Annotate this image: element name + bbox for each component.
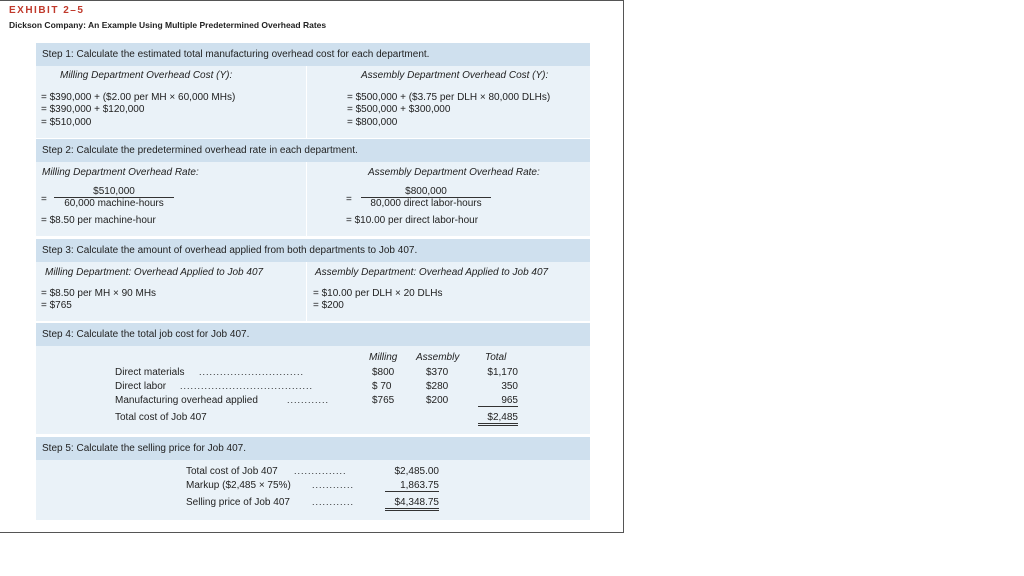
- right-rule: [623, 0, 624, 533]
- step4-row3-assembly: $200: [426, 395, 449, 406]
- step3-assembly-line2: = $200: [313, 300, 344, 311]
- step3-milling-line2: = $765: [41, 300, 72, 311]
- step1-milling-line2: = $390,000 + $120,000: [41, 104, 145, 115]
- step1-milling-line1: = $390,000 + ($2.00 per MH × 60,000 MHs): [41, 92, 236, 103]
- step5-row3-label: Selling price of Job 407: [186, 497, 290, 508]
- step5-title: Step 5: Calculate the selling price for Job 407.: [36, 437, 590, 460]
- step5-panel: [36, 460, 590, 520]
- step4-row3-total: 965: [478, 395, 518, 407]
- step5-row3-dots: ............: [312, 497, 355, 507]
- step4-title: Step 4: Calculate the total job cost for Job 407.: [36, 323, 590, 346]
- step1-milling-label: Milling Department Overhead Cost (Y):: [60, 70, 233, 81]
- step4-row3-label: Manufacturing overhead applied: [115, 395, 258, 406]
- step4-row2-total: 350: [501, 381, 518, 392]
- step1-assembly-line2: = $500,000 + $300,000: [347, 104, 451, 115]
- step5-row1-value: $2,485.00: [394, 466, 439, 477]
- step4-row2-assembly: $280: [426, 381, 449, 392]
- top-rule: [0, 0, 624, 1]
- step2-divider: [306, 162, 307, 236]
- step3-milling-label: Milling Department: Overhead Applied to Job 407: [45, 267, 264, 278]
- step2-milling-fraction: [54, 186, 174, 209]
- step1-divider: [306, 66, 307, 138]
- exhibit-title: Dickson Company: An Example Using Multiple Predetermined Overhead Rates: [9, 20, 327, 30]
- step4-row3-dots: ............: [287, 395, 330, 405]
- step3-assembly-label: Assembly Department: Overhead Applied to Job 407: [315, 267, 549, 278]
- step2-panel: [36, 162, 590, 236]
- step2-assembly-equals: =: [346, 194, 352, 205]
- step4-row2-label: Direct labor: [115, 381, 167, 392]
- step5-row2-label: Markup ($2,485 × 75%): [186, 480, 291, 491]
- step4-header-total: Total: [485, 352, 507, 363]
- step1-assembly-label: Assembly Department Overhead Cost (Y):: [361, 70, 549, 81]
- step1-assembly-line3: = $800,000: [347, 117, 398, 128]
- step2-assembly-fraction: [361, 186, 491, 209]
- step2-milling-result: = $8.50 per machine-hour: [41, 215, 156, 226]
- step4-row1-milling: $800: [372, 367, 395, 378]
- step3-title: Step 3: Calculate the amount of overhead applied from both departments to Job 407.: [36, 239, 590, 262]
- step2-milling-label: Milling Department Overhead Rate:: [42, 167, 199, 178]
- step2-assembly-label: Assembly Department Overhead Rate:: [368, 167, 540, 178]
- step4-row1-label: Direct materials: [115, 367, 185, 378]
- step4-row2-milling: $ 70: [372, 381, 392, 392]
- step4-row2-dots: ......................................: [180, 381, 314, 391]
- step4-total-value: $2,485: [478, 412, 518, 426]
- step4-row1-dots: ..............................: [199, 367, 305, 377]
- step3-divider: [306, 262, 307, 321]
- step2-assembly-denominator: 80,000 direct labor-hours: [370, 198, 482, 209]
- step4-header-milling: Milling: [369, 352, 398, 363]
- step1-assembly-line1: = $500,000 + ($3.75 per DLH × 80,000 DLHs): [347, 92, 551, 103]
- step2-title: Step 2: Calculate the predetermined overhead rate in each department.: [36, 139, 590, 162]
- step4-row3-milling: $765: [372, 395, 395, 406]
- step5-row2-value: 1,863.75: [385, 480, 439, 492]
- step2-assembly-result: = $10.00 per direct labor-hour: [346, 215, 479, 226]
- step2-milling-denominator: 60,000 machine-hours: [64, 198, 164, 209]
- bottom-rule: [0, 532, 624, 533]
- step3-assembly-line1: = $10.00 per DLH × 20 DLHs: [313, 288, 443, 299]
- step2-milling-numerator: $510,000: [54, 186, 174, 198]
- exhibit-label: EXHIBIT 2–5: [9, 5, 85, 16]
- step5-row2-dots: ............: [312, 480, 355, 490]
- step4-row1-total: $1,170: [487, 367, 518, 378]
- step4-panel: [36, 346, 590, 434]
- step2-assembly-numerator: $800,000: [361, 186, 491, 198]
- step5-row1-label: Total cost of Job 407: [186, 466, 278, 477]
- step4-header-assembly: Assembly: [416, 352, 460, 363]
- step3-milling-line1: = $8.50 per MH × 90 MHs: [41, 288, 157, 299]
- step1-title: Step 1: Calculate the estimated total manufacturing overhead cost for each department.: [36, 43, 590, 66]
- step3-panel: [36, 262, 590, 321]
- step4-total-label: Total cost of Job 407: [115, 412, 207, 423]
- step5-row3-value: $4,348.75: [385, 497, 439, 511]
- step1-panel: [36, 66, 590, 138]
- step2-milling-equals: =: [41, 194, 47, 205]
- step5-row1-dots: ...............: [294, 466, 347, 476]
- step1-milling-line3: = $510,000: [41, 117, 92, 128]
- step4-row1-assembly: $370: [426, 367, 449, 378]
